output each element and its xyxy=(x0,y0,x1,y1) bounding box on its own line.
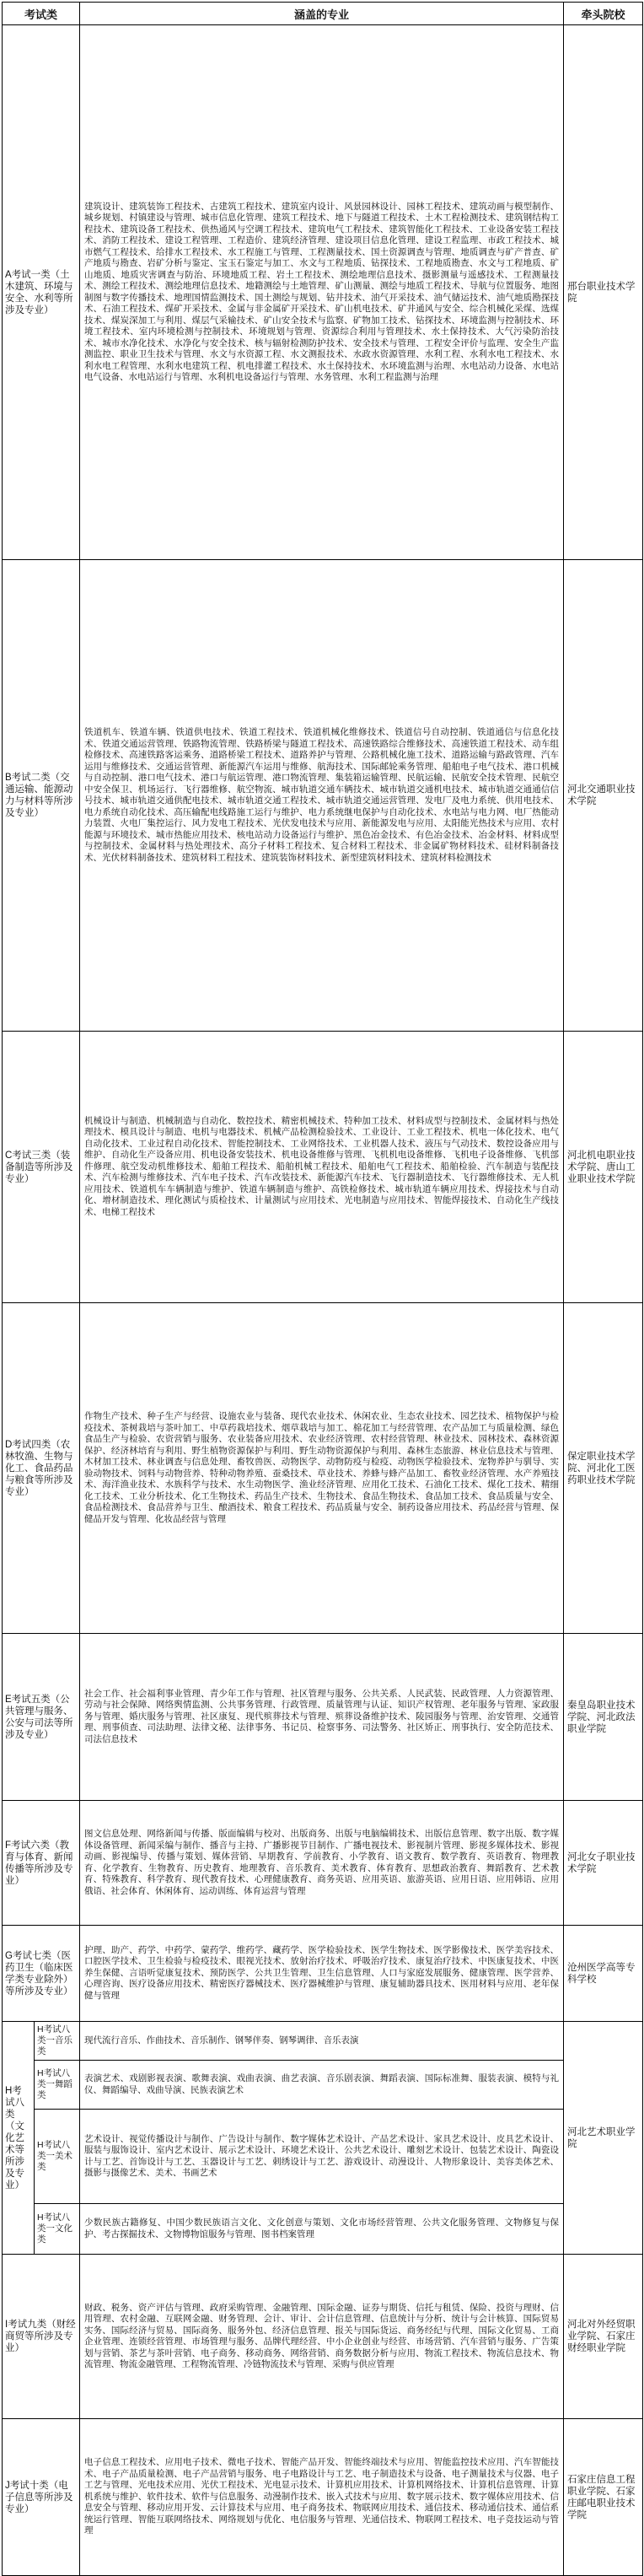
table-row xyxy=(3,560,643,1032)
majors-cell: 表演艺术、戏剧影视表演、歌舞表演、戏曲表演、曲艺表演、音乐剧表演、舞蹈表演、国际标准舞、服装表演、模特与礼仪、舞蹈编导、戏曲导演、民族表演艺术 xyxy=(80,2061,564,2110)
subcategory-cell: H考试八类一文化类 xyxy=(35,2204,80,2255)
table-row xyxy=(3,2061,643,2110)
header-majors: 涵盖的专业 xyxy=(80,3,564,25)
table-row xyxy=(3,25,643,560)
table-row xyxy=(3,1032,643,1303)
category-cell: D考试四类（农林牧渔、生物与化工、食品药品与粮食等所涉及专业） xyxy=(3,1303,80,1634)
subcategory-cell: H考试八类一音乐类 xyxy=(35,2022,80,2061)
table-row xyxy=(3,1801,643,1926)
majors-cell: 财政、税务、资产评估与管理、政府采购管理、金融管理、国际金融、证券与期货、信托与租赁、保险、投资与理财、信用管理、农村金融、互联网金融、财务管理、会计、审计、会计信息管理、信息统计与分析、统计与会计核算、国际贸易实务、国际经济与贸易、国际商务、服务外包、经济信息管理、报关与国际货运、商务经纪与代理、国际文化贸易、工商企业管理、连锁经营管理、市场管理与服务、品牌代理经营、中小企业创业与经营、市场营销、汽车营销与服务、广告策划与营销、茶艺与茶叶营销、电子商务、移动商务、网络营销、商务数据分析与应用、物流工程技术、物流信息技术、物流管理、物流金融管理、工程物流管理、冷链物流技术与管理、采购与供应管理 xyxy=(80,2255,564,2419)
table-row xyxy=(3,2110,643,2204)
table-row xyxy=(3,1926,643,2022)
majors-cell: 社会工作、社会福利事业管理、青少年工作与管理、社区管理与服务、公共关系、人民武装、民政管理、人力资源管理、劳动与社会保障、网络舆情监测、公共事务管理、行政管理、质量管理与认证、知识产权管理、老年服务与管理、家政服务与管理、婚庆服务与管理、社区康复、现代殡葬技术与管理、殡葬设备维护技术、陵园服务与管理、治安管理、交通管理、刑事侦查、司法助理、法律文秘、法律事务、书记员、检察事务、司法警务、社区矫正、刑事执行、安全防范技术、司法信息技术 xyxy=(80,1634,564,1801)
majors-cell: 建筑设计、建筑装饰工程技术、古建筑工程技术、建筑室内设计、风景园林设计、园林工程技术、建筑动画与模型制作、城乡规划、村镇建设与管理、城市信息化管理、建筑工程技术、地下与隧道工程技术、土木工程检测技术、建筑钢结构工程技术、建筑设备工程技术、供热通风与空调工程技术、建筑电气工程技术、建筑智能化工程技术、工业设备安装工程技术、消防工程技术、建设工程管理、工程造价、建筑经济管理、建设项目信息化管理、建设工程监理、市政工程技术、城市燃气工程技术、给排水工程技术、水工程施工与管理、工程测量技术、国土资源调查与管理、地质调查与矿产普查、矿产地质与勘查、岩矿分析与鉴定、宝玉石鉴定与加工、水文与工程地质、钻探技术、工程地质勘查、水文与工程地质、矿山地质、地质灾害调查与防治、环境地质工程、岩土工程技术、测绘地理信息技术、摄影测量与遥感技术、工程测量技术、测绘工程技术、测绘地理信息技术、地籍测绘与土地管理、矿山测量、测绘与地质工程技术、导航与位置服务、地图制图与数字传播技术、地理国情监测技术、国土测绘与规划、钻井技术、油气开采技术、油气储运技术、油气地质勘探技术、石油工程技术、煤矿开采技术、金属与非金属矿开采技术、矿山机电技术、矿井通风与安全、综合机械化采煤、选煤技术、煤炭深加工与利用、煤层气采输技术、矿山安全技术与监察、矿物加工技术、钻探技术、环境监测与控制技术、环境工程技术、室内环境检测与控制技术、环境规划与管理、资源综合利用与管理技术、水土保持技术、大气污染防治技术、城市水净化技术、水净化与安全技术、核与辐射检测防护技术、安全技术与管理、工程安全评价与监理、安全生产监测监控、职业卫生技术与管理、水文与水资源工程、水文测报技术、水政水资源管理、水利工程、水利水电工程技术、水利水电工程管理、水利水电建筑工程、机电排灌工程技术、水土保持技术、水环境监测与治理、水电站动力设备、水电站电气设备、水电站运行与管理、水利机电设备运行与管理、水务管理、水利工程监测与治理 xyxy=(80,25,564,560)
lead-school-cell: 河北交通职业技术学院 xyxy=(564,560,643,1032)
category-cell: E考试五类（公共管理与服务、公安与司法等所涉及专业） xyxy=(3,1634,80,1801)
category-cell: G考试七类（医药卫生（临床医学类专业除外）等所涉及专业） xyxy=(3,1926,80,2022)
category-cell: H考试八类（文化艺术等所涉及专业） xyxy=(3,2022,35,2255)
lead-school-cell: 河北女子职业技术学院 xyxy=(564,1801,643,1926)
category-cell: F考试六类（教育与体育、新闻传播等所涉及专业） xyxy=(3,1801,80,1926)
subcategory-cell: H考试八类一美术类 xyxy=(35,2110,80,2204)
table-row xyxy=(3,1303,643,1634)
majors-cell: 护理、助产、药学、中药学、蒙药学、维药学、藏药学、医学检验技术、医学生物技术、医学影像技术、医学美容技术、口腔医学技术、卫生检验与检疫技术、眼视光技术、放射治疗技术、呼吸治疗技术、康复治疗技术、中医康复技术、中医养生保健、言语听觉康复技术、预防医学、公共卫生管理、卫生信息管理、人口与家庭发展服务、健康管理、医学营养、心理咨询、医疗设备应用技术、精密医疗器械技术、医疗器械维护与管理、康复辅助器具技术、医用材料与应用、老年保健与管理 xyxy=(80,1926,564,2022)
table-row xyxy=(3,2204,643,2255)
header-row xyxy=(3,3,643,25)
header-category: 考试类 xyxy=(3,3,80,25)
majors-cell: 作物生产技术、种子生产与经营、设施农业与装备、现代农业技术、休闲农业、生态农业技术、园艺技术、植物保护与检疫技术、茶树栽培与茶叶加工、中草药栽培技术、烟草栽培与加工、棉花加工与经营管理、农产品加工与质量检测、绿色食品生产与检验、农资营销与服务、农业装备应用技术、农业经济管理、农村经营管理、林业技术、园林技术、森林资源保护、经济林培育与利用、野生植物资源保护与利用、野生动物资源保护与利用、森林生态旅游、林业信息技术与管理、木材加工技术、林业调查与信息处理、畜牧兽医、动物医学、动物防疫与检疫、动物医学检验技术、宠物养护与驯导、实验动物技术、饲料与动物营养、特种动物养殖、蚕桑技术、草业技术、养蜂与蜂产品加工、畜牧业经济管理、水产养殖技术、海洋渔业技术、水族科学与技术、水生动物医学、渔业经济管理、应用化工技术、石油化工技术、煤化工技术、精细化工技术、工业分析技术、化工生物技术、药品生产技术、生物技术、食品生物技术、食品加工技术、食品质量与安全、食品检测技术、食品营养与卫生、酿酒技术、粮食工程技术、药品质量与安全、制药设备应用技术、药品经营与管理、保健品开发与管理、化妆品经营与管理 xyxy=(80,1303,564,1634)
header-lead: 牵头院校 xyxy=(564,3,643,25)
table-row xyxy=(3,2419,643,2576)
category-cell: I考试九类（财经商贸等所涉及专业） xyxy=(3,2255,80,2419)
majors-cell: 机械设计与制造、机械制造与自动化、数控技术、精密机械技术、特种加工技术、材料成型与控制技术、金属材料与热处理技术、模具设计与制造、电机与电器技术、机械产品检测检验技术、工业设计、工业工程技术、机电一体化技术、电气自动化技术、工业过程自动化技术、智能控制技术、工业网络技术、工业机器人技术、液压与气动技术、数控设备应用与维护、自动化生产设备应用、机电设备安装技术、机电设备维修与管理、飞机机电设备维修、飞机电子设备维修、飞机部件修理、航空发动机维修技术、船舶工程技术、船舶机械工程技术、船舶电气工程技术、船舶检验、汽车制造与装配技术、汽车检测与维修技术、汽车电子技术、汽车改装技术、新能源汽车技术、飞行器制造技术、飞行器维修技术、无人机应用技术、铁道机车车辆制造与维护、铁道车辆制造与维护、高铁检修技术、城市轨道车辆应用技术、焊接技术与自动化、增材制造技术、理化测试与质检技术、计量测试与应用技术、光电制造与应用技术、智能焊接技术、自动化生产线技术、电梯工程技术 xyxy=(80,1032,564,1303)
subcategory-cell: H考试八类一舞蹈类 xyxy=(35,2061,80,2110)
category-cell: J考试十类（电子信息等所涉及专业） xyxy=(3,2419,80,2576)
category-cell: A考试一类（土木建筑、环境与安全、水利等所涉及专业） xyxy=(3,25,80,560)
lead-school-cell: 邢台职业技术学院 xyxy=(564,25,643,560)
category-cell: C考试三类（装备制造等所涉及专业） xyxy=(3,1032,80,1303)
lead-school-cell: 河北对外经贸职业学院、石家庄财经职业学院 xyxy=(564,2255,643,2419)
majors-cell: 图文信息处理、网络新闻与传播、版面编辑与校对、出版商务、出版与电脑编辑技术、出版信息管理、数字出版、数字媒体设备管理、新闻采编与制作、播音与主持、广播影视节目制作、广播电视技术、影视制片管理、影视多媒体技术、影视动画、影视编导、传播与策划、媒体营销、早期教育、学前教育、小学教育、语文教育、数学教育、英语教育、物理教育、化学教育、生物教育、历史教育、地理教育、音乐教育、美术教育、体育教育、思想政治教育、舞蹈教育、艺术教育、特殊教育、科学教育、现代教育技术、心理健康教育、商务英语、应用英语、旅游英语、应用日语、应用韩语、应用俄语、社会体育、休闲体育、运动训练、体育运营与管理 xyxy=(80,1801,564,1926)
majors-cell: 铁道机车、铁道车辆、铁道供电技术、铁道工程技术、铁道机械化维修技术、铁道信号自动控制、铁道通信与信息化技术、铁道交通运营管理、铁路物流管理、铁路桥梁与隧道工程技术、高速铁路综合维修技术、高速铁道工程技术、动车组检修技术、高速铁路客运乘务、道路桥梁工程技术、道路养护与管理、公路机械化施工技术、道路运输与路政管理、汽车运用与维修技术、交通运营管理、新能源汽车运用与维修、航海技术、国际邮轮乘务管理、船舶电子电气技术、港口机械与自动控制、港口电气技术、港口与航运管理、港口物流管理、集装箱运输管理、民航运输、民航安全技术管理、民航空中安全保卫、机场运行、飞行器维修、航空物流、城市轨道交通车辆技术、城市轨道交通机电技术、城市轨道交通通信信号技术、城市轨道交通供配电技术、城市轨道交通工程技术、城市轨道交通运营管理、发电厂及电力系统、供用电技术、电力系统自动化技术、高压输配电线路施工运行与维护、电力系统继电保护与自动化技术、水电站与电力网、电厂热能动力装置、火电厂集控运行、风力发电工程技术、光伏发电技术与应用、新能源发电与应用、太阳能光热技术与应用、农村能源与环境技术、城市热能应用技术、核电站动力设备运行与维护、黑色冶金技术、有色冶金技术、冶金材料、材料成型与控制技术、金属材料与热处理技术、高分子材料工程技术、复合材料工程技术、非金属矿物材料技术、硅材料制备技术、光伏材料制备技术、建筑材料工程技术、建筑装饰材料技术、新型建筑材料技术、建筑材料检测技术 xyxy=(80,560,564,1032)
majors-cell: 少数民族古籍修复、中国少数民族语言文化、文化创意与策划、文化市场经营管理、公共文化服务管理、文物修复与保护、考古探掘技术、文物博物馆服务与管理、图书档案管理 xyxy=(80,2204,564,2255)
lead-school-cell: 河北艺术职业学院 xyxy=(564,2022,643,2255)
lead-school-cell: 保定职业技术学院、河北化工医药职业技术学院 xyxy=(564,1303,643,1634)
category-table xyxy=(2,2,643,2576)
table-row xyxy=(3,2255,643,2419)
lead-school-cell: 石家庄信息工程职业学院、石家庄邮电职业技术学院 xyxy=(564,2419,643,2576)
lead-school-cell: 河北机电职业技术学院、唐山工业职业技术学院 xyxy=(564,1032,643,1303)
majors-cell: 电子信息工程技术、应用电子技术、微电子技术、智能产品开发、智能终端技术与应用、智能监控技术应用、汽车智能技术、电子产品质量检测、电子产品营销与服务、电子电路设计与工艺、电子制造技术与设备、电子测量技术与仪器、电子工艺与管理、光电技术应用、光伏工程技术、光电显示技术、计算机应用技术、计算机网络技术、计算机信息管理、计算机系统与维护、软件技术、软件与信息服务、动漫制作技术、嵌入式技术与应用、数字展示技术、数字媒体应用技术、信息安全与管理、移动应用开发、云计算技术与应用、电子商务技术、物联网应用技术、通信技术、移动通信技术、通信系统运行管理、智能互联网络技术、网络规划与优化、电信服务与管理、光通信技术、物联网工程技术、电子竞技运动与管理 xyxy=(80,2419,564,2576)
majors-cell: 现代流行音乐、作曲技术、音乐制作、钢琴伴奏、钢琴调律、音乐表演 xyxy=(80,2022,564,2061)
table-row xyxy=(3,2022,643,2061)
table-row xyxy=(3,1634,643,1801)
category-cell: B考试二类（交通运输、能源动力与材料等所涉及专业） xyxy=(3,560,80,1032)
lead-school-cell: 秦皇岛职业技术学院、河北政法职业学院 xyxy=(564,1634,643,1801)
lead-school-cell: 沧州医学高等专科学校 xyxy=(564,1926,643,2022)
majors-cell: 艺术设计、视觉传播设计与制作、广告设计与制作、数字媒体艺术设计、产品艺术设计、家具艺术设计、皮具艺术设计、服装与服饰设计、室内艺术设计、展示艺术设计、环境艺术设计、公共艺术设计、雕刻艺术设计、包装艺术设计、陶瓷设计与工艺、首饰设计与工艺、玉器设计与工艺、刺绣设计与工艺、游戏设计、动漫设计、人物形象设计、美容美体艺术、摄影与摄像艺术、美术、书画艺术 xyxy=(80,2110,564,2204)
